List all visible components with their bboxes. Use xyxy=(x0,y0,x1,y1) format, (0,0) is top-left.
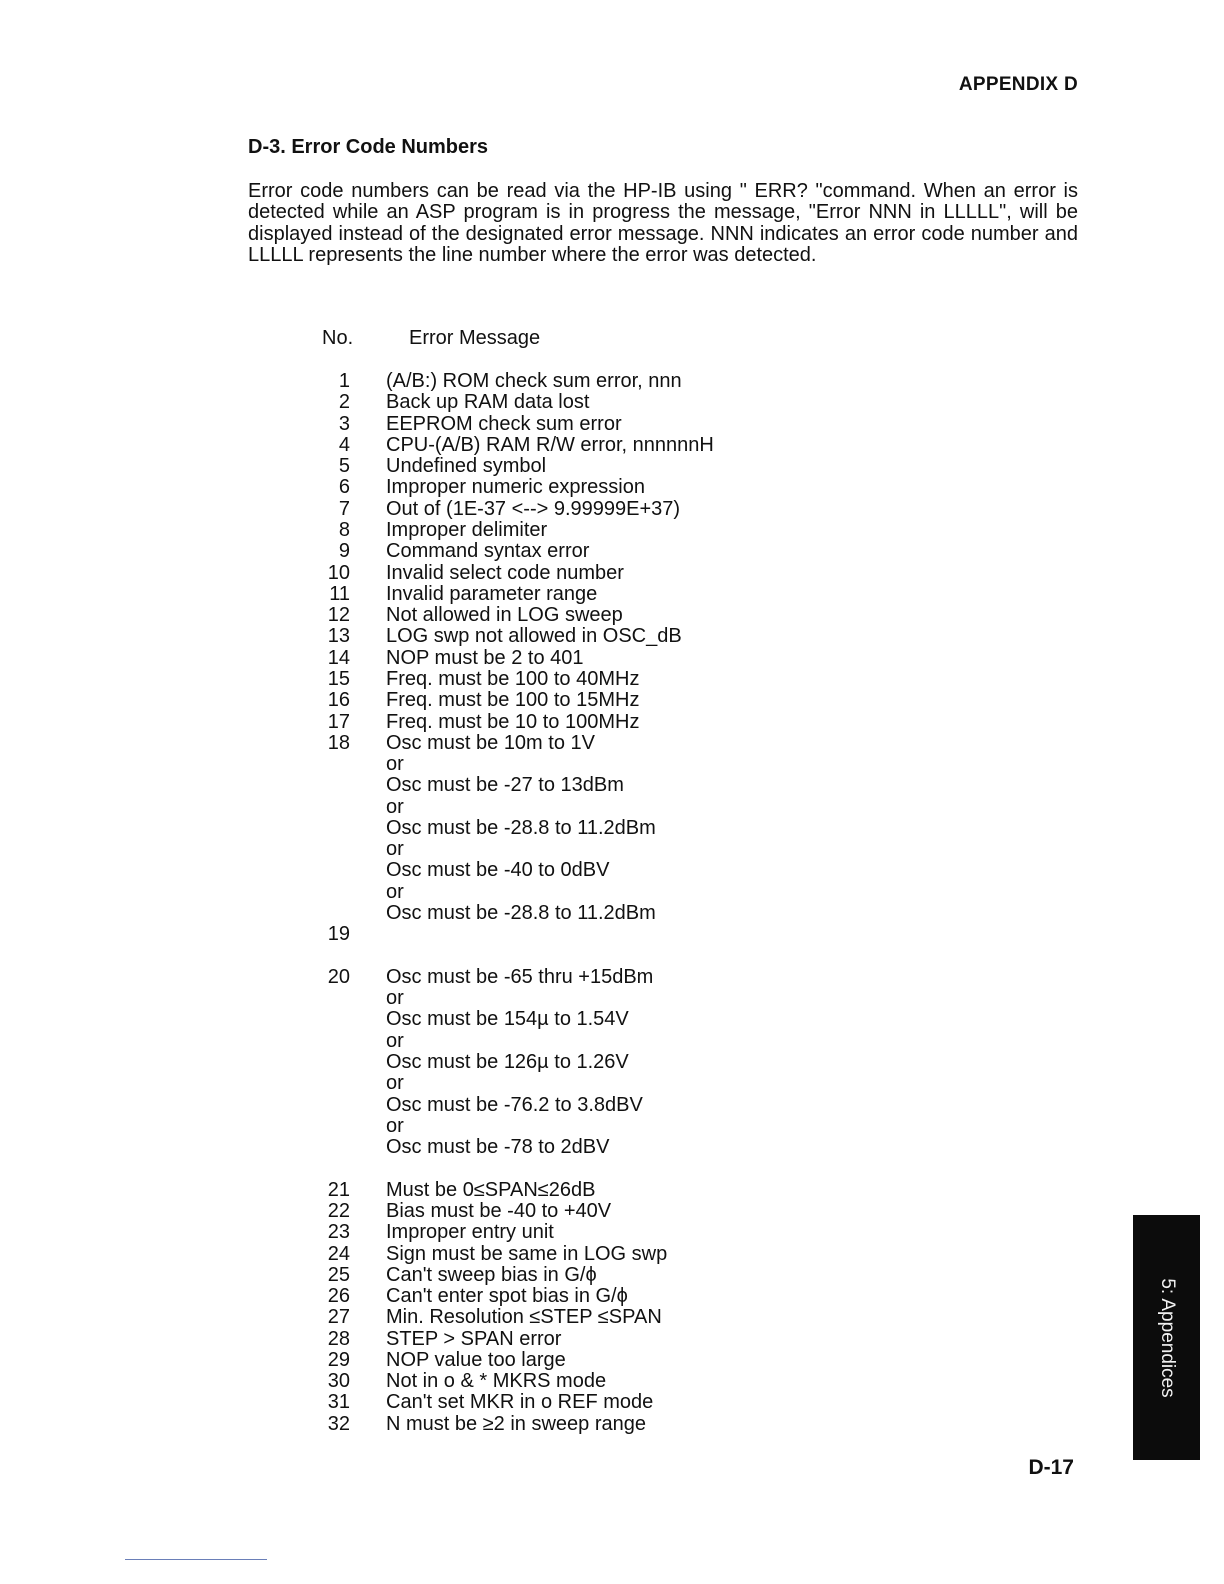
error-message: or xyxy=(386,1114,404,1137)
error-row xyxy=(310,733,1010,754)
error-message: (A/B:) ROM check sum error, nnn xyxy=(386,370,682,392)
error-number: 31 xyxy=(327,1391,350,1414)
error-row xyxy=(310,648,1010,669)
error-number: 11 xyxy=(329,582,350,605)
error-message: Not in o & * MKRS mode xyxy=(386,1370,607,1393)
error-row xyxy=(310,1180,1010,1201)
error-row xyxy=(310,712,1010,733)
error-number xyxy=(310,1009,350,1030)
error-number: 26 xyxy=(327,1285,350,1308)
error-message: Undefined symbol xyxy=(386,455,547,478)
error-message: Min. Resolution ≤STEP ≤SPAN xyxy=(386,1306,662,1329)
error-number: 25 xyxy=(327,1263,350,1286)
error-row xyxy=(310,882,1010,903)
error-row xyxy=(310,839,1010,860)
error-message: Osc must be -28.8 to 11.2dBm xyxy=(386,902,656,925)
error-number: 29 xyxy=(327,1348,350,1371)
error-row xyxy=(310,499,1010,520)
error-row xyxy=(310,1392,1010,1413)
error-number xyxy=(310,1031,350,1052)
error-message: or xyxy=(386,880,404,903)
error-row xyxy=(310,435,1010,456)
error-row xyxy=(310,1265,1010,1286)
error-code-list xyxy=(310,371,1010,1435)
error-number: 21 xyxy=(327,1178,350,1201)
column-header-message: Error Message xyxy=(409,327,541,349)
error-number xyxy=(310,1095,350,1116)
error-number xyxy=(310,1052,350,1073)
error-row xyxy=(310,988,1010,1009)
error-number: 2 xyxy=(338,391,350,414)
error-row xyxy=(310,520,1010,541)
scan-divider-line xyxy=(125,1559,267,1560)
intro-paragraph: Error code numbers can be read via the HP-IB using " ERR? "command. When an error is detected while an ASP program is in progress the message, "Error NNN in LLLLL", will be displayed instead of the designated error message. NNN indicates an error code number and LLLLL represents the line number where the error was detected. xyxy=(248,180,1078,267)
error-row xyxy=(310,563,1010,584)
error-message: Improper entry unit xyxy=(386,1221,554,1244)
error-number: 23 xyxy=(327,1221,350,1244)
error-row xyxy=(310,860,1010,881)
error-row xyxy=(310,818,1010,839)
error-message: Must be 0≤SPAN≤26dB xyxy=(386,1178,596,1201)
column-header-number: No. xyxy=(322,327,354,349)
error-message: Osc must be -40 to 0dBV xyxy=(386,859,610,882)
error-row xyxy=(310,584,1010,605)
error-row xyxy=(310,1137,1010,1158)
side-tab-label: 5: Appendices xyxy=(1156,1277,1178,1398)
error-message: Freq. must be 10 to 100MHz xyxy=(386,710,640,733)
error-message: Can't set MKR in o REF mode xyxy=(386,1391,654,1414)
error-number xyxy=(310,818,350,839)
error-number: 14 xyxy=(327,646,350,669)
error-number: 16 xyxy=(327,689,350,712)
error-row xyxy=(310,797,1010,818)
error-message: N must be ≥2 in sweep range xyxy=(386,1412,646,1435)
error-number xyxy=(310,988,350,1009)
error-number xyxy=(310,903,350,924)
error-message: NOP value too large xyxy=(386,1348,566,1371)
error-number: 9 xyxy=(338,540,350,563)
error-row xyxy=(310,1052,1010,1073)
error-number xyxy=(310,775,350,796)
error-message: or xyxy=(386,1029,404,1052)
error-message: Freq. must be 100 to 40MHz xyxy=(386,667,640,690)
error-number: 10 xyxy=(327,561,350,584)
error-message: Osc must be -27 to 13dBm xyxy=(386,774,624,797)
error-message: or xyxy=(386,987,404,1010)
error-message: Can't sweep bias in G/ϕ xyxy=(386,1263,597,1286)
error-message: NOP must be 2 to 401 xyxy=(386,646,584,669)
error-row xyxy=(310,754,1010,775)
error-number: 28 xyxy=(327,1327,350,1350)
error-row xyxy=(310,924,1010,945)
page-number: D-17 xyxy=(1028,1456,1074,1479)
error-number: 17 xyxy=(327,710,350,733)
section-title: D-3. Error Code Numbers xyxy=(248,136,489,158)
error-row xyxy=(310,1031,1010,1052)
error-number: 32 xyxy=(327,1412,350,1435)
error-row xyxy=(310,456,1010,477)
error-message: Back up RAM data lost xyxy=(386,391,590,414)
error-number xyxy=(310,754,350,775)
error-row xyxy=(310,626,1010,647)
error-row xyxy=(310,1201,1010,1222)
error-message: LOG swp not allowed in OSC_dB xyxy=(386,625,682,648)
error-row xyxy=(310,690,1010,711)
error-row xyxy=(310,1244,1010,1265)
error-message: STEP > SPAN error xyxy=(386,1327,562,1350)
error-row xyxy=(310,1073,1010,1094)
error-number: 1 xyxy=(338,370,350,392)
error-message: CPU-(A/B) RAM R/W error, nnnnnnH xyxy=(386,433,714,456)
error-number: 19 xyxy=(327,923,350,946)
error-row xyxy=(310,1286,1010,1307)
error-message: Bias must be -40 to +40V xyxy=(386,1199,612,1222)
error-row xyxy=(310,371,1010,392)
error-message: Not allowed in LOG sweep xyxy=(386,604,623,627)
error-row xyxy=(310,1116,1010,1137)
error-message: Osc must be 154µ to 1.54V xyxy=(386,1008,629,1031)
error-number: 8 xyxy=(338,518,350,541)
error-number: 30 xyxy=(327,1370,350,1393)
error-number xyxy=(310,1073,350,1094)
error-number xyxy=(310,882,350,903)
error-number: 18 xyxy=(327,731,350,754)
error-message: Osc must be -78 to 2dBV xyxy=(386,1136,610,1159)
error-row xyxy=(310,1329,1010,1350)
error-row xyxy=(310,605,1010,626)
error-number xyxy=(310,860,350,881)
error-row xyxy=(310,477,1010,498)
error-number: 13 xyxy=(327,625,350,648)
error-row xyxy=(310,541,1010,562)
error-row xyxy=(310,1009,1010,1030)
error-number: 7 xyxy=(338,497,350,520)
error-number xyxy=(310,797,350,818)
error-number: 4 xyxy=(338,433,350,456)
row-spacer xyxy=(310,946,1010,967)
error-message: Can't enter spot bias in G/ϕ xyxy=(386,1285,628,1308)
error-number: 24 xyxy=(327,1242,350,1265)
error-message: Osc must be -65 thru +15dBm xyxy=(386,965,654,988)
error-message: Improper numeric expression xyxy=(386,476,645,499)
error-number xyxy=(310,1116,350,1137)
error-number: 20 xyxy=(327,965,350,988)
error-message: EEPROM check sum error xyxy=(386,412,622,435)
error-number: 6 xyxy=(338,476,350,499)
error-row xyxy=(310,392,1010,413)
error-message: or xyxy=(386,795,404,818)
error-message: Out of (1E-37 <--> 9.99999E+37) xyxy=(386,497,681,520)
error-message: Improper delimiter xyxy=(386,518,548,541)
error-row xyxy=(310,414,1010,435)
error-message: Sign must be same in LOG swp xyxy=(386,1242,668,1265)
error-message: Command syntax error xyxy=(386,540,590,563)
error-number: 12 xyxy=(327,604,350,627)
error-message: or xyxy=(386,838,404,861)
error-row xyxy=(310,1307,1010,1328)
error-row xyxy=(310,967,1010,988)
error-message: Osc must be 10m to 1V xyxy=(386,731,595,754)
error-message: Invalid select code number xyxy=(386,561,624,584)
error-number xyxy=(310,839,350,860)
error-message: Invalid parameter range xyxy=(386,582,598,605)
error-message: Osc must be 126µ to 1.26V xyxy=(386,1050,629,1073)
error-message: or xyxy=(386,753,404,776)
row-spacer xyxy=(310,1158,1010,1179)
error-number: 22 xyxy=(327,1199,350,1222)
error-row xyxy=(310,775,1010,796)
error-number: 15 xyxy=(327,667,350,690)
error-row xyxy=(310,1414,1010,1435)
section-side-tab xyxy=(1133,1215,1200,1460)
error-row xyxy=(310,1222,1010,1243)
error-row xyxy=(310,1350,1010,1371)
error-number: 3 xyxy=(338,412,350,435)
error-row xyxy=(310,1371,1010,1392)
error-message: Osc must be -28.8 to 11.2dBm xyxy=(386,816,656,839)
error-row xyxy=(310,1095,1010,1116)
error-row xyxy=(310,669,1010,690)
appendix-header: APPENDIX D xyxy=(958,74,1078,95)
error-number: 27 xyxy=(327,1306,350,1329)
error-number xyxy=(310,1137,350,1158)
error-row xyxy=(310,903,1010,924)
error-message: Freq. must be 100 to 15MHz xyxy=(386,689,640,712)
error-message: or xyxy=(386,1072,404,1095)
error-message: Osc must be -76.2 to 3.8dBV xyxy=(386,1093,643,1116)
error-number: 5 xyxy=(338,455,350,478)
